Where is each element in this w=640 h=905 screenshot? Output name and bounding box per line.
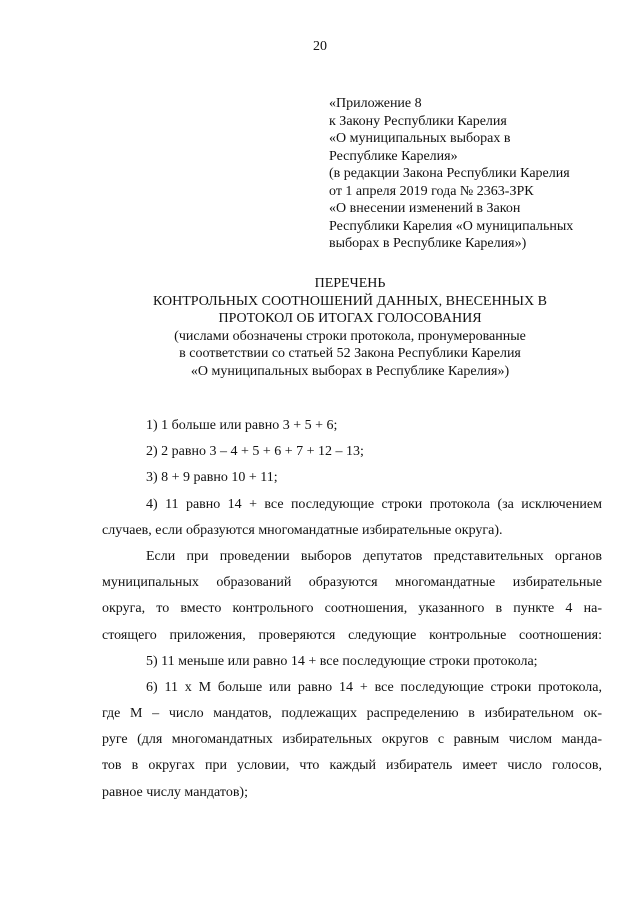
appendix-line: выборах в Республике Карелия») bbox=[329, 236, 527, 251]
appendix-line: Республике Карелия» bbox=[329, 148, 458, 164]
list-item: 6) 11 x M больше или равно 14 + все последующие строки протокола, bbox=[146, 679, 602, 695]
appendix-line: (в редакции Закона Республики Карелия bbox=[329, 166, 570, 181]
title-line: ПЕРЕЧЕНЬ bbox=[314, 276, 386, 291]
appendix-line: Республики Карелия «О муниципальных bbox=[329, 218, 574, 234]
subtitle-line: в соответствии со статьей 52 Закона Республики Карелия bbox=[179, 346, 521, 361]
list-item: 3) 8 + 9 равно 10 + 11; bbox=[146, 470, 278, 486]
paragraph-line: Если при проведении выборов депутатов представительных органов bbox=[146, 548, 602, 564]
subtitle-line: «О муниципальных выборах в Республике Карелия») bbox=[190, 363, 510, 379]
appendix-line: «Приложение 8 bbox=[329, 96, 422, 111]
appendix-header bbox=[329, 95, 619, 253]
appendix-line: к Закону Республики Карелия bbox=[329, 113, 507, 129]
appendix-line: «О муниципальных выборах в bbox=[329, 131, 511, 146]
appendix-line: от 1 апреля 2019 года № 2363-ЗРК bbox=[329, 183, 534, 199]
list-item: 5) 11 меньше или равно 14 + все последующие строки протокола; bbox=[146, 653, 538, 669]
paragraph-line: где M – число мандатов, подлежащих распределению в избирательном ок- bbox=[102, 706, 602, 722]
document-title-block bbox=[60, 275, 640, 380]
list-item: 4) 11 равно 14 + все последующие строки протокола (за исключением bbox=[146, 496, 602, 512]
title-line: ПРОТОКОЛ ОБ ИТОГАХ ГОЛОСОВАНИЯ bbox=[218, 311, 482, 326]
paragraph-line: округа, то вместо контрольного соотношения, указанного в пункте 4 на- bbox=[102, 601, 602, 617]
paragraph-line: равное числу мандатов); bbox=[102, 784, 248, 800]
paragraph-line: случаев, если образуются многомандатные избирательные округа). bbox=[102, 522, 503, 538]
appendix-line: «О внесении изменений в Закон bbox=[329, 201, 521, 216]
body-text bbox=[102, 413, 602, 806]
subtitle-line: (числами обозначены строки протокола, пронумерованные bbox=[174, 328, 526, 344]
list-item: 1) 1 больше или равно 3 + 5 + 6; bbox=[146, 418, 338, 433]
page-number: 20 bbox=[313, 39, 327, 54]
paragraph-line: руге (для многомандатных избирательных округов с равным числом манда- bbox=[102, 732, 602, 748]
paragraph-line: муниципальных образований образуются многомандатные избирательные bbox=[102, 575, 602, 591]
paragraph-line: тов в округах при условии, что каждый избиратель имеет число голосов, bbox=[102, 758, 602, 774]
title-line: КОНТРОЛЬНЫХ СООТНОШЕНИЙ ДАННЫХ, ВНЕСЕННЫХ В bbox=[153, 293, 547, 309]
paragraph-line: стоящего приложения, проверяются следующие контрольные соотношения: bbox=[102, 627, 602, 643]
list-item: 2) 2 равно 3 – 4 + 5 + 6 + 7 + 12 – 13; bbox=[146, 444, 364, 460]
